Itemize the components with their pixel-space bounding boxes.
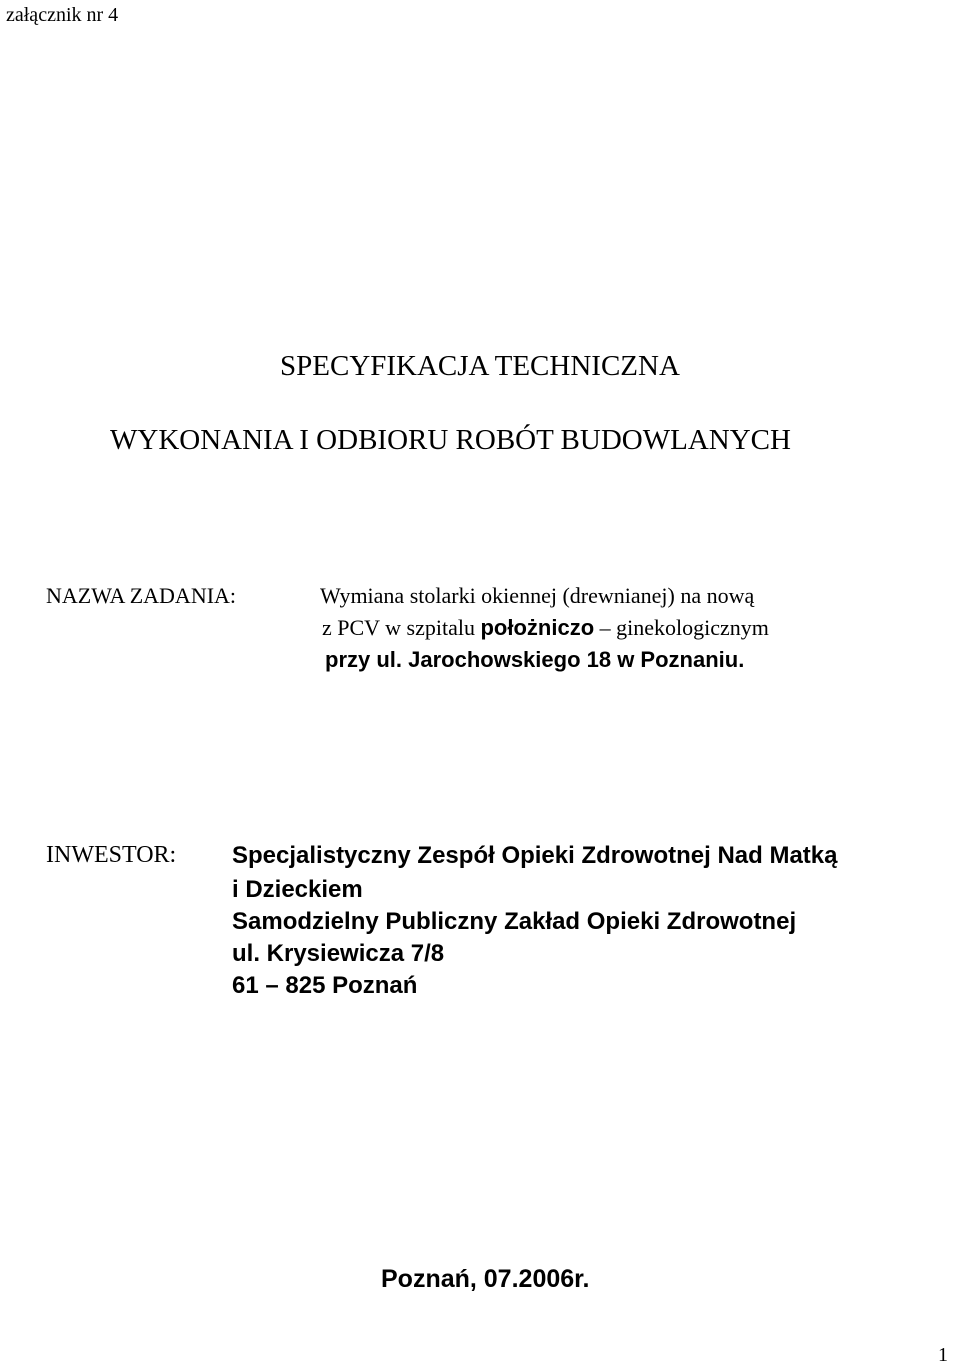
investor-label: INWESTOR: bbox=[46, 842, 177, 868]
task-name-line-2 bbox=[322, 615, 769, 641]
place-and-date: Poznań, 07.2006r. bbox=[381, 1265, 590, 1293]
attachment-label: załącznik nr 4 bbox=[6, 4, 119, 26]
investor-line-5: 61 – 825 Poznań bbox=[232, 972, 418, 999]
task-name-line-3: przy ul. Jarochowskiego 18 w Poznaniu. bbox=[325, 647, 745, 672]
task-name-line-2-bold: położniczo bbox=[480, 615, 595, 640]
investor-line-2: i Dzieckiem bbox=[232, 876, 363, 903]
task-name-line-2-suffix: – ginekologicznym bbox=[594, 615, 769, 640]
page-number: 1 bbox=[938, 1344, 948, 1366]
investor-line-3: Samodzielny Publiczny Zakład Opieki Zdrowotnej bbox=[232, 908, 797, 935]
task-name-line-2-prefix: z PCV w szpitalu bbox=[322, 615, 481, 640]
investor-line-1: Specjalistyczny Zespół Opieki Zdrowotnej Nad Matką bbox=[232, 842, 838, 869]
investor-line-4: ul. Krysiewicza 7/8 bbox=[232, 940, 445, 967]
document-title: SPECYFIKACJA TECHNICZNA bbox=[280, 350, 680, 382]
document-subtitle: WYKONANIA I ODBIORU ROBÓT BUDOWLANYCH bbox=[110, 424, 791, 456]
task-name-line-1: Wymiana stolarki okiennej (drewnianej) na nową bbox=[320, 583, 755, 608]
task-name-label: NAZWA ZADANIA: bbox=[46, 583, 237, 608]
